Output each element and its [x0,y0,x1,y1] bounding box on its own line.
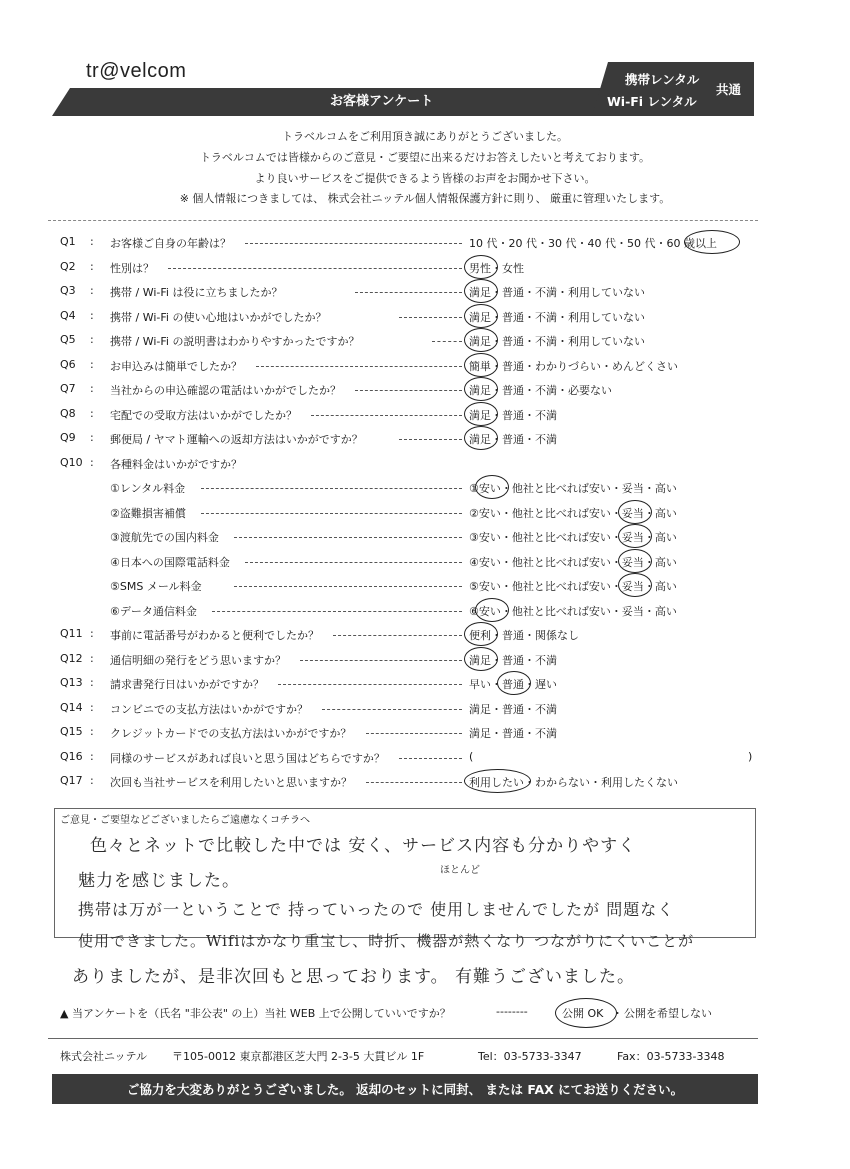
question-text: 携帯 / Wi-Fi は役に立ちましたか？ [110,286,283,299]
comment-line: 携帯は万が一ということで 持っていったので 使用しませんでしたが 問題なく [78,900,675,919]
answer-circle [475,475,509,499]
dot-leader [355,390,462,391]
answer-circle [618,524,652,548]
question-text: お客様ご自身の年齢は？ [110,237,231,250]
badge-common-label: 共通 [716,82,742,97]
divider [48,220,758,221]
company-name: 株式会社ニッテル [60,1050,148,1063]
question-colon: : [90,627,94,640]
answer-circle [464,769,531,793]
answer-options-end: ) [748,749,753,763]
question-number: Q10 [60,455,83,469]
question-text: 各種料金はいかがですか？ [110,457,242,471]
question-colon: : [90,676,94,689]
question-text: 請求書発行日はいかがですか？ [110,678,264,691]
intro-line: トラベルコムでは皆様からのご意見・ご要望に出来るだけお答えしたいと考えております。 [199,151,651,164]
answer-options[interactable]: 満足・普通・不満 [469,702,557,716]
question-colon: : [90,235,94,248]
question-number: Q9 [60,431,76,444]
question-colon: : [90,774,94,787]
q10-item-label: ⑤SMS メール料金 [110,580,202,593]
dot-leader [366,733,462,734]
company-address: 〒105-0012 東京都港区芝大門 2-3-5 大貫ビル 1F [172,1050,425,1063]
answer-circle [464,304,498,328]
q10-item-label: ③渡航先での国内料金 [110,531,219,544]
question-number: Q11 [60,627,83,640]
question-number: Q8 [60,406,76,420]
answer-circle [464,279,498,303]
dot-leader [212,611,462,612]
answer-options[interactable]: ①安い・他社と比べれば安い・妥当・高い [469,482,677,495]
answer-circle [464,377,498,401]
question-text: 当社からの申込確認の電話はいかがでしたか？ [110,384,341,397]
question-colon: : [90,431,94,444]
answer-circle [464,647,498,671]
question-number: Q4 [60,308,76,322]
answer-options[interactable]: 簡単・普通・わかりづらい・めんどくさい [469,359,678,373]
question-number: Q5 [60,333,76,346]
answer-options[interactable]: 満足・普通・不満・利用していない [469,310,645,324]
answer-circle [464,402,498,426]
company-fax: Fax：03-5733-3348 [617,1050,725,1063]
footer-message: ご協力を大変ありがとうございました。 返却のセットに同封、 または FAX にてお送りください。 [126,1082,684,1097]
answer-options[interactable]: 満足・普通・不満・利用していない [469,286,645,299]
answer-options[interactable]: 満足・普通・不満 [469,653,557,667]
answer-options[interactable]: 10 代・20 代・30 代・40 代・50 代・60 歳以上 [469,237,717,250]
publish-question: ▲ 当アンケートを（氏名 "非公表" の上）当社 WEB 上で公開していいですか？ [60,1007,451,1020]
dot-leader [366,782,462,783]
question-text: 郵便局 / ヤマト運輸への返却方法はいかがですか？ [110,433,363,446]
question-number: Q14 [60,700,83,714]
question-colon: : [90,333,94,346]
question-colon: : [90,651,94,665]
question-number: Q1 [60,235,76,248]
answer-circle [618,549,652,573]
answer-circle [464,353,498,377]
publish-dashes: -------- [496,1005,528,1018]
question-text: 同様のサービスがあれば良いと思う国はどちらですか？ [110,751,385,765]
question-number: Q7 [60,382,76,395]
question-text: コンビニでの支払方法はいかがですか？ [110,702,308,716]
dot-leader [311,415,462,416]
answer-options[interactable]: 男性・女性 [469,261,524,275]
answer-options[interactable]: ③安い・他社と比べれば安い・妥当・高い [469,531,677,544]
answer-options[interactable]: 早い・普通・遅い [469,678,557,691]
comment-label: ご意見・ご要望などございましたらご遠慮なくコチラへ [60,815,310,826]
comment-insert: ほとんど [440,865,480,876]
dot-leader [333,635,462,636]
dot-leader [399,439,462,440]
question-number: Q3 [60,284,76,297]
intro-line: ※ 個人情報につきましては、 株式会社ニッテル個人情報保護方針に則り、 厳重に管理いたします。 [179,192,671,205]
answer-options[interactable]: 満足・普通・不満・必要ない [469,384,612,397]
comment-line: 魅力を感じました。 [78,871,240,891]
comment-line: ありましたが、是非次回もと思っております。 有難うございました。 [72,967,636,987]
dot-leader [355,292,462,293]
question-text: お申込みは簡単でしたか？ [110,359,242,373]
dot-leader [201,513,462,514]
answer-options[interactable]: ⑤安い・他社と比べれば安い・妥当・高い [469,580,677,593]
publish-answer-circle [555,998,617,1028]
question-text: 性別は？ [110,261,154,275]
answer-circle [497,671,531,695]
question-number: Q17 [60,774,83,787]
q10-item-label: ②盗難損害補償 [110,506,186,520]
answer-circle [464,328,498,352]
brand-logo: tr@velcom [86,60,187,82]
badge-mobile-label: 携帯レンタル [625,72,700,87]
publish-ok-option[interactable]: 公開 OK [562,1007,604,1020]
answer-options[interactable]: 満足・普通・不満 [469,433,557,446]
question-colon: : [90,382,94,395]
dot-leader [234,537,462,538]
question-colon: : [90,749,94,763]
answer-options[interactable]: ②安い・他社と比べれば安い・妥当・高い [469,506,677,520]
dot-leader [300,660,462,661]
dot-leader [168,268,462,269]
q10-item-label: ①レンタル料金 [110,482,186,495]
answer-circle [464,426,498,450]
answer-options[interactable]: 便利・普通・関係なし [469,629,579,642]
answer-options[interactable]: ⑥安い・他社と比べれば安い・妥当・高い [469,604,677,618]
page-title: お客様アンケート [330,94,434,109]
answer-circle [475,598,509,622]
question-text: クレジットカードでの支払方法はいかがですか？ [110,727,352,740]
question-colon: : [90,357,94,371]
answer-circle [464,255,498,279]
question-number: Q13 [60,676,83,689]
question-number: Q12 [60,651,83,665]
dot-leader [432,341,462,342]
question-colon: : [90,455,94,469]
question-colon: : [90,406,94,420]
question-number: Q6 [60,357,76,371]
question-colon: : [90,308,94,322]
question-number: Q15 [60,725,83,738]
dot-leader [201,488,462,489]
intro-line: より良いサービスをご提供できるよう皆様のお声をお聞かせ下さい。 [254,172,596,185]
comment-line: 色々とネットで比較した中では 安く、サービス内容も分かりやすく [90,836,637,856]
question-colon: : [90,725,94,738]
dot-leader [256,366,462,367]
dot-leader [278,684,462,685]
q10-item-label: ⑥データ通信料金 [110,604,197,618]
question-colon: : [90,259,94,273]
answer-options[interactable]: 満足・普通・不満 [469,727,557,740]
question-number: Q2 [60,259,76,273]
question-text: 次回も当社サービスを利用したいと思いますか？ [110,776,352,789]
answer-options[interactable]: 満足・普通・不満・利用していない [469,335,645,348]
footer-divider [48,1038,758,1039]
answer-options[interactable]: 満足・普通・不満 [469,408,557,422]
company-tel: Tel：03-5733-3347 [478,1050,582,1063]
publish-separator: ・ [612,1007,623,1020]
publish-ng-option[interactable]: 公開を希望しない [624,1007,712,1020]
badge-wifi-label: Wi-Fi レンタル [607,94,697,109]
answer-circle [618,500,652,524]
q10-item-label: ④日本への国際電話料金 [110,555,230,569]
question-text: 通信明細の発行をどう思いますか？ [110,653,286,667]
answer-options[interactable]: 利用したい・わからない・利用したくない [469,776,678,789]
question-text: 携帯 / Wi-Fi の使い心地はいかがでしたか？ [110,310,327,324]
dot-leader [245,243,462,244]
dot-leader [245,562,462,563]
question-colon: : [90,284,94,297]
question-text: 事前に電話番号がわかると便利でしたか？ [110,629,319,642]
answer-options[interactable]: ( [469,749,474,763]
dot-leader [322,709,462,710]
question-text: 宅配での受取方法はいかがでしたか？ [110,408,297,422]
answer-circle [618,573,652,597]
question-colon: : [90,700,94,714]
answer-circle [464,622,498,646]
answer-options[interactable]: ④安い・他社と比べれば安い・妥当・高い [469,555,677,569]
answer-circle [684,230,740,254]
comment-line: 使用できました。Wifiはかなり重宝し、時折、機器が熱くなり つながりにくいことが [78,932,695,950]
intro-line: トラベルコムをご利用頂き誠にありがとうございました。 [282,130,568,143]
question-number: Q16 [60,749,83,763]
question-text: 携帯 / Wi-Fi の説明書はわかりやすかったですか？ [110,335,360,348]
dot-leader [399,758,462,759]
dot-leader [234,586,462,587]
dot-leader [399,317,462,318]
